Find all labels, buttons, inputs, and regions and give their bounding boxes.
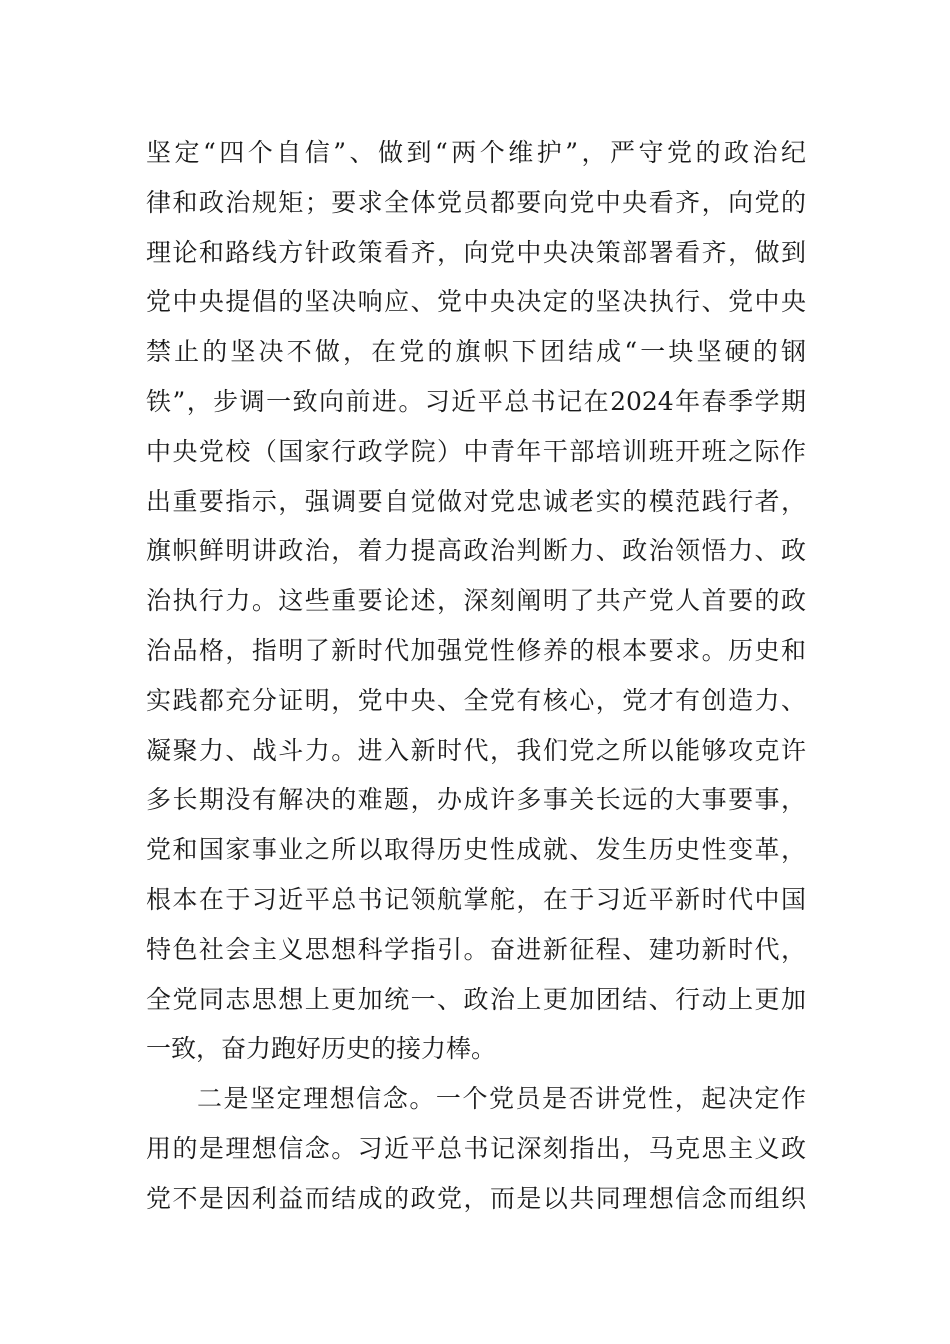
text-line: 律和政治规矩；要求全体党员都要向党中央看齐，向党的 — [146, 187, 806, 217]
text-line: 根本在于习近平总书记领航掌舵，在于习近平新时代中国 — [146, 884, 806, 914]
document-body — [146, 128, 806, 1224]
paragraph-1 — [146, 128, 806, 1074]
text-line: 全党同志思想上更加统一、政治上更加团结、行动上更加 — [146, 984, 806, 1014]
text-line: 党中央提倡的坚决响应、党中央决定的坚决执行、党中央 — [146, 287, 806, 317]
text-line: 禁止的坚决不做，在党的旗帜下团结成“一块坚硬的钢 — [146, 337, 806, 367]
text-line: 用的是理想信念。习近平总书记深刻指出，马克思主义政 — [146, 1133, 806, 1163]
text-line: 旗帜鲜明讲政治，着力提高政治判断力、政治领悟力、政 — [146, 536, 806, 566]
text-line: 理论和路线方针政策看齐，向党中央决策部署看齐，做到 — [146, 237, 806, 267]
text-line: 出重要指示，强调要自觉做对党忠诚老实的模范践行者， — [146, 486, 806, 516]
text-line: 铁”，步调一致向前进。习近平总书记在2024年春季学期 — [146, 386, 806, 416]
text-line: 治执行力。这些重要论述，深刻阐明了共产党人首要的政 — [146, 586, 806, 616]
text-line: 坚定“四个自信”、做到“两个维护”，严守党的政治纪 — [146, 138, 806, 167]
text-line: 中央党校（国家行政学院）中青年干部培训班开班之际作 — [146, 436, 806, 466]
paragraph-2 — [146, 1074, 806, 1223]
text-line: 实践都充分证明，党中央、全党有核心，党才有创造力、 — [146, 685, 806, 715]
text-line: 党和国家事业之所以取得历史性成就、发生历史性变革， — [146, 835, 806, 865]
text-line: 凝聚力、战斗力。进入新时代，我们党之所以能够攻克许 — [146, 735, 806, 765]
text-line: 多长期没有解决的难题，办成许多事关长远的大事要事， — [146, 785, 806, 815]
text-line: 特色社会主义思想科学指引。奋进新征程、建功新时代， — [146, 934, 806, 964]
text-line: 党不是因利益而结成的政党，而是以共同理想信念而组织 — [146, 1183, 806, 1213]
text-line: 治品格，指明了新时代加强党性修养的根本要求。历史和 — [146, 635, 806, 665]
text-line: 一致，奋力跑好历史的接力棒。 — [146, 1034, 497, 1064]
text-line: 二是坚定理想信念。一个党员是否讲党性，起决定作 — [197, 1084, 806, 1114]
